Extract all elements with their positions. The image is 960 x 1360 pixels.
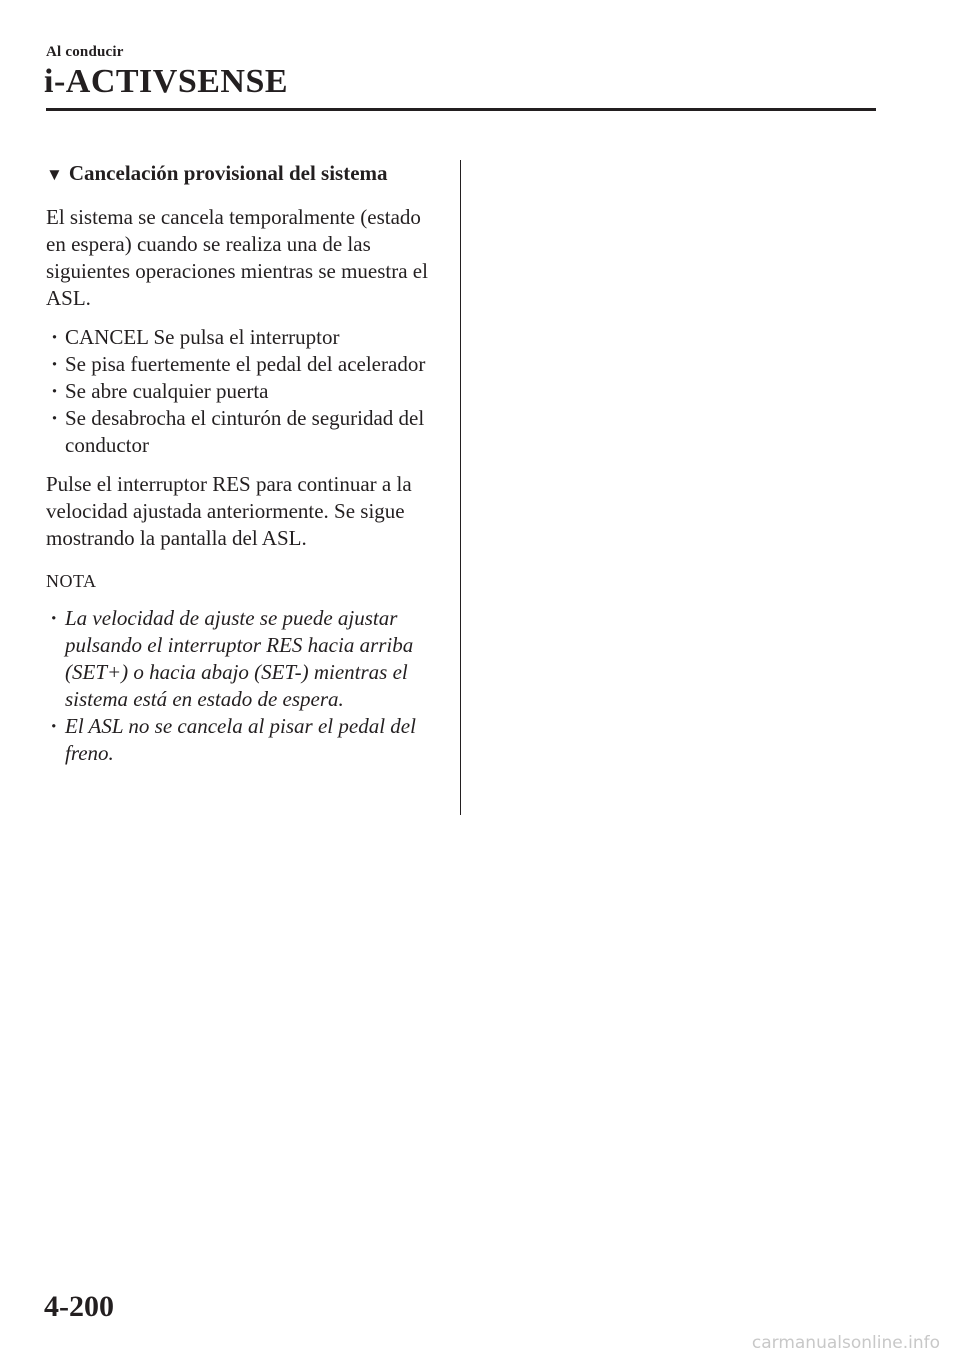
list-item: · El ASL no se cancela al pisar el pedal del freno. bbox=[51, 714, 416, 765]
section-label: Al conducir bbox=[46, 44, 124, 60]
column-divider bbox=[460, 160, 461, 815]
bullet-icon: · bbox=[51, 379, 59, 403]
note-label: NOTA bbox=[46, 571, 97, 591]
bullet-icon: · bbox=[51, 325, 59, 349]
page-title: i-ACTIVSENSE bbox=[44, 63, 289, 100]
bullet-icon: · bbox=[51, 714, 57, 738]
watermark: carmanualsonline.info bbox=[751, 1333, 940, 1353]
operations-list bbox=[46, 324, 436, 459]
resume-paragraph: Pulse el interruptor RES para continuar a la velocidad ajustada anteriormente. Se sigue mostrando la pantalla del ASL. bbox=[46, 472, 412, 550]
intro-paragraph: El sistema se cancela temporalmente (estado en espera) cuando se realiza una de las siguientes operaciones mientras se muestra el ASL. bbox=[46, 205, 428, 310]
section-heading-text: Cancelación provisional del sistema bbox=[68, 161, 388, 185]
main-content bbox=[46, 158, 436, 779]
list-item: · CANCEL Se pulsa el interruptor bbox=[51, 325, 340, 349]
page-number: 4-200 bbox=[44, 1290, 114, 1323]
list-item: · Se pisa fuertemente el pedal del acelerador bbox=[51, 352, 426, 376]
list-item: · Se abre cualquier puerta bbox=[51, 379, 269, 403]
bullet-icon: · bbox=[51, 406, 59, 430]
list-item: · Se desabrocha el cinturón de seguridad del conductor bbox=[51, 406, 425, 457]
note-list bbox=[46, 605, 436, 767]
bullet-icon: · bbox=[51, 606, 57, 630]
triangle-down-icon: ▼ bbox=[46, 165, 63, 184]
bullet-icon: · bbox=[51, 352, 59, 376]
section-heading bbox=[46, 158, 436, 190]
list-item: · La velocidad de ajuste se puede ajustar pulsando el interruptor RES hacia arriba (SET+) o hacia abajo (SET-) mientras el sistema está en estado de espera. bbox=[51, 606, 414, 711]
header-divider bbox=[46, 108, 876, 111]
